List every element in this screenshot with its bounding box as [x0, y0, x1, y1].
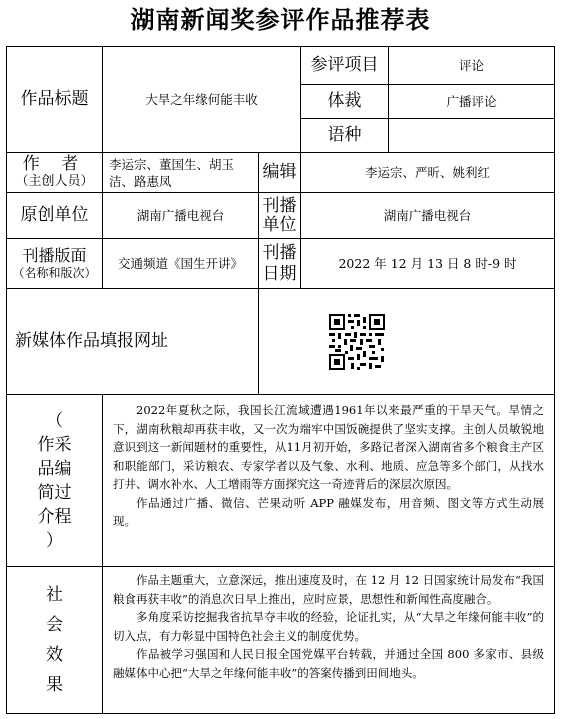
effect-paragraph: 作品主题重大，立意深远，推出速度及时，在 12 月 12 日国家统计局发布“我国粮食再获丰收”的消息次日早上推出，应时应景，思想性和新闻性高度融合。	[113, 573, 544, 606]
publish-unit-label-line2: 单位	[262, 214, 297, 235]
publish-page-value: 交通频道《国生开讲》	[103, 239, 259, 289]
recommendation-form	[6, 46, 555, 714]
publish-unit-value: 湖南广播电视台	[301, 193, 555, 239]
page-title: 湖南新闻奖参评作品推荐表	[130, 5, 431, 34]
authors-value: 李运宗、董国生、胡玉洁、路惠凤	[103, 153, 259, 193]
original-unit-value: 湖南广播电视台	[103, 193, 259, 239]
publish-date-value: 2022 年 12 月 13 日 8 时-9 时	[301, 239, 555, 289]
process-label-char: （	[46, 410, 63, 431]
author-label	[7, 153, 103, 193]
new-media-url-value[interactable]	[259, 289, 555, 395]
language-label: 语种	[301, 119, 389, 153]
process-label-char: 介程	[37, 506, 72, 527]
category-value: 评论	[389, 47, 555, 85]
new-media-url-label: 新媒体作品填报网址	[7, 289, 259, 395]
editor-label: 编辑	[259, 153, 301, 193]
original-unit-label: 原创单位	[7, 193, 103, 239]
language-value	[389, 119, 555, 153]
publish-page-label	[7, 239, 103, 289]
process-label	[7, 395, 103, 567]
qr-code-graphic	[327, 312, 387, 372]
effect-label-char: 社	[46, 585, 63, 605]
editors-value: 李运宗、严昕、姚利红	[301, 153, 555, 193]
author-label-sub: （主创人员）	[15, 174, 94, 189]
process-label-char: 简过	[37, 482, 72, 503]
process-label-char: 作采	[37, 434, 72, 455]
author-label-main: 作 者	[22, 154, 87, 174]
effect-label	[7, 567, 103, 713]
publish-unit-label	[259, 193, 301, 239]
qr-code-icon[interactable]	[327, 312, 387, 372]
publish-page-label-line1: 刊播版面	[22, 245, 87, 265]
process-paragraph: 2022年夏秋之际，我国长江流域遭遇1961年以来最严重的干旱天气。旱情之下，湖南秋粮却再获丰收，又一次为端牢中国饭碗提供了坚实支撑。主创人员敏锐地意识到这一新闻题材的重要性，从11月初开始，多路记者深入湖南省多个粮食主产区和职能部门，采访粮农、专家学者以及气象、水利、地质、应急等多个部门，从找水打井、调水补水、人工增雨等方面探究这一奇迹背后的深层次原因。	[113, 403, 544, 491]
work-title-label: 作品标题	[7, 47, 103, 153]
effect-paragraph: 作品被学习强国和人民日报全国党媒平台转载，并通过全国 800 多家市、县级融媒体中心把“大旱之年缘何能丰收”的答案传播到田间地头。	[113, 647, 544, 680]
publish-page-label-line2: （名称和版次）	[12, 265, 97, 280]
work-title-value: 大旱之年缘何能丰收	[103, 47, 301, 153]
publish-date-label-line2: 日期	[262, 263, 297, 284]
effect-content	[103, 567, 555, 713]
process-content	[103, 395, 555, 567]
effect-paragraph: 多角度采访挖掘我省抗旱夺丰收的经验，论证扎实，从“大旱之年缘何能丰收”的切入点，有力彰显中国特色社会主义的制度优势。	[113, 610, 544, 643]
publish-date-label-line1: 刊播	[262, 242, 297, 263]
category-label: 参评项目	[301, 47, 389, 85]
publish-date-label	[259, 239, 301, 289]
genre-label: 体裁	[301, 85, 389, 119]
effect-label-char: 会	[46, 615, 63, 635]
process-label-char: ）	[46, 530, 63, 551]
genre-value: 广播评论	[389, 85, 555, 119]
process-label-char: 品编	[37, 458, 72, 479]
effect-label-char: 果	[46, 675, 63, 695]
publish-unit-label-line1: 刊播	[262, 195, 297, 216]
process-paragraph: 作品通过广播、微信、芒果动听 APP 融媒发布，用音频、图文等方式生动展现。	[113, 495, 544, 528]
effect-label-char: 效	[46, 645, 63, 665]
